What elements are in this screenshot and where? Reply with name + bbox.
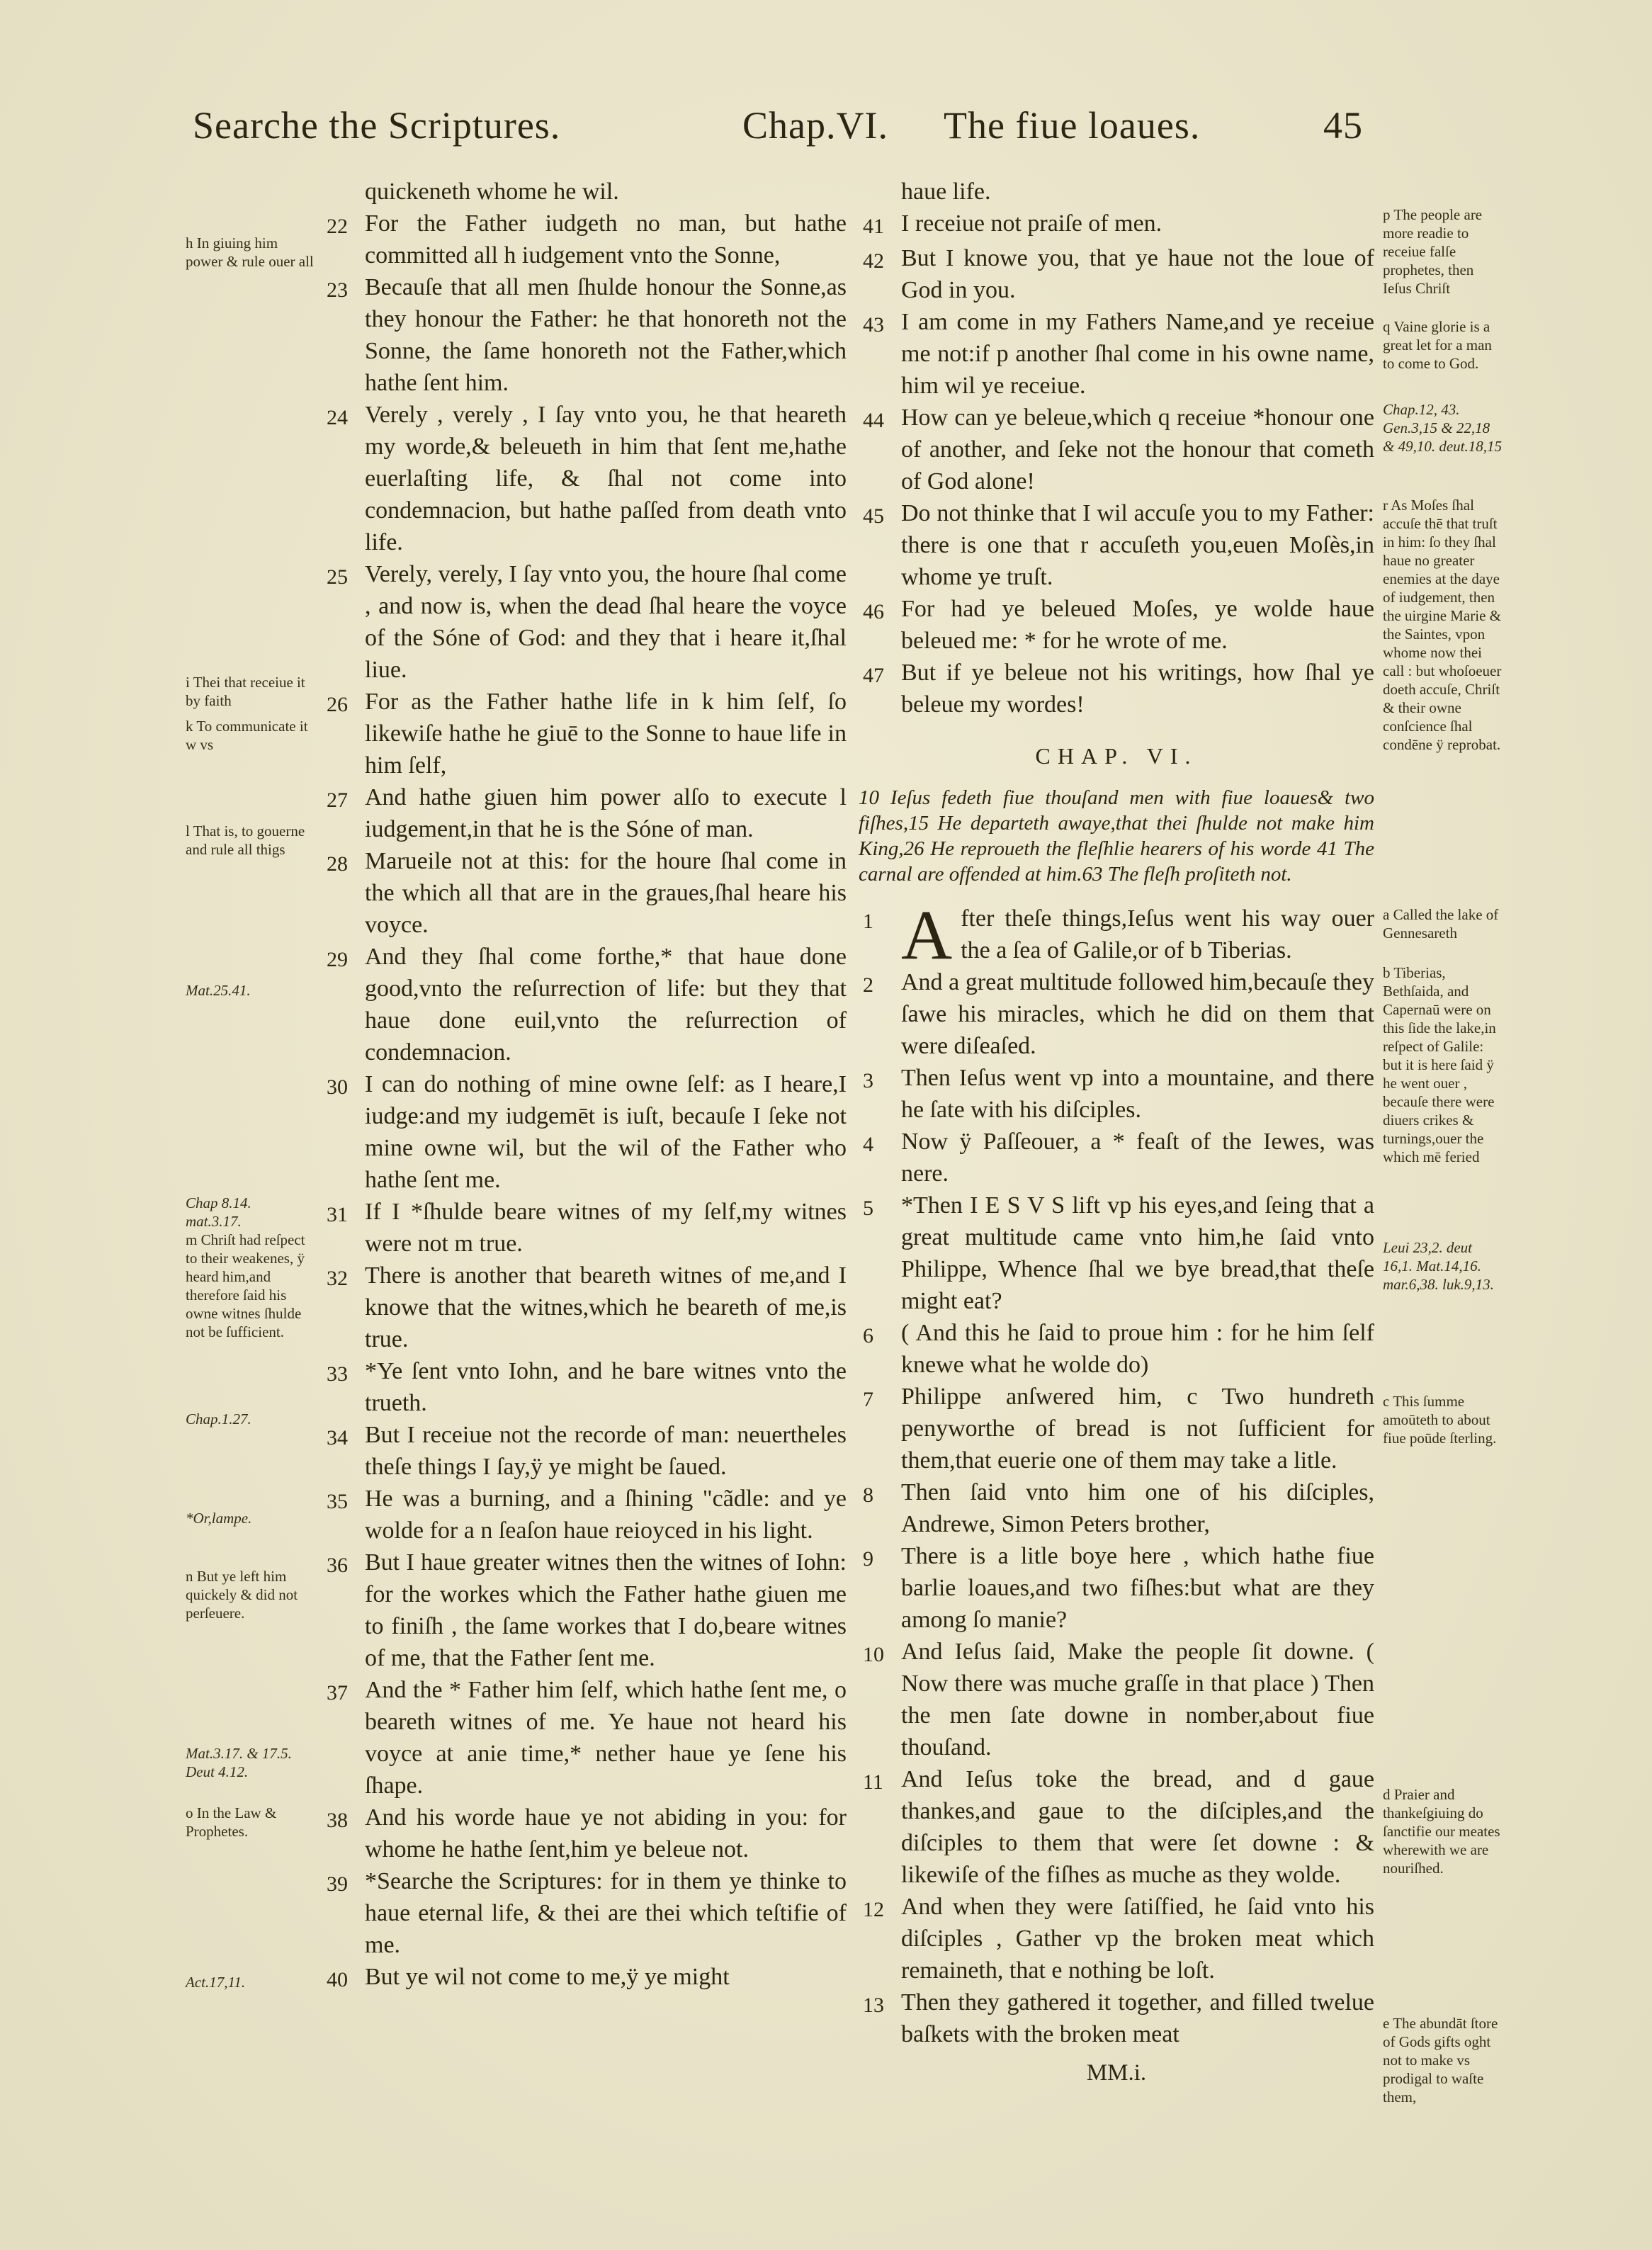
verse bbox=[859, 1540, 1374, 1636]
verse bbox=[859, 306, 1374, 402]
verse-number: 35 bbox=[327, 1490, 348, 1513]
verse bbox=[322, 1547, 847, 1674]
margin-note: h In giuing him power & rule ouer all bbox=[186, 234, 314, 270]
verse-number: 24 bbox=[327, 406, 348, 429]
verse-number: 43 bbox=[863, 313, 884, 337]
right-text-column bbox=[859, 176, 1374, 2089]
verse bbox=[322, 208, 847, 271]
verse-text: And his worde haue ye not abiding in you: for whome he hathe ſent,him ye beleue not. bbox=[365, 1804, 847, 1862]
verse bbox=[859, 208, 1374, 242]
verse-text: Verely , verely , I ſay vnto you, he that heareth my worde,& beleueth in him that ſent me,hathe euerlaſting life, & ſhal not come into condemnacion, but hathe paſſed from death vnto life. bbox=[365, 402, 847, 555]
verse-number: 37 bbox=[327, 1681, 348, 1705]
left-text-column bbox=[322, 176, 847, 1996]
verse-text: And the * Father him ſelf, which hathe ſent me, o beareth witnes of me. Ye haue not heard his voyce at anie time,* nether haue ye ſene his ſhape. bbox=[365, 1677, 847, 1799]
verse-text: If I *ſhulde beare witnes of my ſelf,my witnes were not m true. bbox=[365, 1199, 847, 1257]
margin-note: e The abundāt ſtore of Gods gifts oght not to make vs prodigal to waſte them, bbox=[1383, 2015, 1498, 2105]
right-margin-notes bbox=[1383, 176, 1502, 2223]
margin-note: d Praier and thankeſgiuing do ſanctifie our meates wherewith we are nouriſhed. bbox=[1383, 1786, 1500, 1877]
verse-number: 1 bbox=[863, 910, 873, 933]
verse-number: 2 bbox=[863, 973, 873, 997]
margin-reference: Mat.25.41. bbox=[186, 982, 251, 999]
verse bbox=[859, 1476, 1374, 1540]
verse bbox=[322, 271, 847, 399]
verse-text: And Ieſus ſaid, Make the people ſit downe. ( Now there was muche graſſe in that place ) Then the men ſate downe in nomber,about fiue thouſand. bbox=[901, 1639, 1374, 1760]
verse-text: After theſe things,Ieſus went his way ouer the a ſea of Galile,or of b Tiberias. bbox=[901, 895, 1374, 974]
folio-number: 45 bbox=[1323, 104, 1363, 147]
verse-text: But I receiue not the recorde of man: neuertheles theſe things I ſay,ÿ ye might be ſaued. bbox=[365, 1422, 847, 1480]
verse-number: 42 bbox=[863, 249, 884, 273]
verse bbox=[859, 1317, 1374, 1381]
margin-note: m Chriſt had reſpect to their weakenes, ÿ heard him,and therefore ſaid his owne witnes ſhulde not be ſufficient. bbox=[186, 1231, 305, 1340]
verse-number: 34 bbox=[327, 1426, 348, 1449]
margin-note: p The people are more readie to receiue falſe prophetes, then Ieſus Chriſt bbox=[1383, 206, 1483, 297]
verse-text: Do not thinke that I wil accuſe you to my Father: there is one that r accuſeth you,euen Moſès,in whome ye truſt. bbox=[901, 500, 1374, 590]
verse-number: 40 bbox=[327, 1968, 348, 1991]
verse bbox=[322, 1355, 847, 1419]
verse bbox=[322, 1419, 847, 1483]
verse-number: 46 bbox=[863, 600, 884, 623]
verse bbox=[859, 402, 1374, 497]
verse-number: 25 bbox=[327, 565, 348, 589]
verse bbox=[859, 242, 1374, 306]
margin-reference: Chap.12, 43. Gen.3,15 & 22,18 & 49,10. deut.18,15 bbox=[1383, 401, 1502, 455]
margin-note: i Thei that receiue it by faith bbox=[186, 674, 305, 709]
verse-text: I receiue not praiſe of men. bbox=[901, 210, 1162, 237]
chapter-heading: CHAP. VI. bbox=[1035, 743, 1198, 769]
verse-number: 23 bbox=[327, 278, 348, 302]
chapter5-verses bbox=[859, 208, 1374, 720]
verse bbox=[859, 1986, 1374, 2050]
verse-text: But ye wil not come to me,ÿ ye might bbox=[365, 1964, 730, 1990]
margin-reference: Chap.1.27. bbox=[186, 1411, 251, 1428]
verse bbox=[859, 593, 1374, 657]
verse-number: 11 bbox=[863, 1770, 883, 1794]
verse-number: 47 bbox=[863, 664, 884, 687]
margin-note: c This ſumme amoūteth to about fiue poūde ſterling. bbox=[1383, 1393, 1497, 1447]
verse-number: 30 bbox=[327, 1075, 348, 1099]
verse-number: 10 bbox=[863, 1643, 884, 1666]
verse bbox=[322, 558, 847, 686]
verse bbox=[859, 895, 1374, 974]
verse-text: How can ye beleue,which q receiue *honour one of another, and ſeke not the honour that cometh of God alone! bbox=[901, 405, 1374, 494]
verse-number: 22 bbox=[327, 215, 348, 238]
verse-number: 29 bbox=[327, 948, 348, 971]
verse bbox=[322, 1068, 847, 1196]
verse-text: Then Ieſus went vp into a mountaine, and there he ſate with his diſciples. bbox=[901, 1065, 1374, 1123]
verse-number: 38 bbox=[327, 1809, 348, 1832]
verse bbox=[322, 1260, 847, 1355]
verse-number: 9 bbox=[863, 1547, 873, 1571]
verse bbox=[322, 1196, 847, 1260]
verse-text: But I haue greater witnes then the witnes of Iohn: for the workes which the Father hathe giuen me to finiſh , the ſame workes that I do,beare witnes of me, that the Father ſent me. bbox=[365, 1549, 847, 1671]
verse bbox=[859, 1636, 1374, 1763]
verse-number: 44 bbox=[863, 409, 884, 432]
verse-text: *Searche the Scriptures: for in them ye thinke to haue eternal life, & thei are thei which teſtifie of me. bbox=[365, 1868, 847, 1958]
verse-number: 12 bbox=[863, 1898, 884, 1921]
verse-text: I am come in my Fathers Name,and ye receiue me not:if p another ſhal come in his owne name, him wil ye receiue. bbox=[901, 309, 1374, 399]
verse-number: 27 bbox=[327, 788, 348, 812]
drop-cap: A bbox=[901, 895, 953, 974]
verse-text: Then ſaid vnto him one of his diſciples, Andrewe, Simon Peters brother, bbox=[901, 1479, 1374, 1537]
verse bbox=[859, 1381, 1374, 1476]
verse-number: 28 bbox=[327, 852, 348, 876]
verse-number: 8 bbox=[863, 1483, 873, 1507]
verse bbox=[322, 1674, 847, 1802]
chapter-label: Chap.VI. bbox=[742, 104, 888, 147]
continuation-line: haue life. bbox=[901, 179, 991, 205]
margin-reference: Leui 23,2. deut 16,1. Mat.14,16. mar.6,38. luk.9,13. bbox=[1383, 1239, 1494, 1293]
margin-note: a Called the lake of Gennesareth bbox=[1383, 906, 1499, 942]
margin-note: b Tiberias, Bethſaida, and Capernaū were on this ſide the lake,in reſpect of Galile: but it is here ſaid ÿ he went ouer , becauſe there were diuers crikes & turnings,ouer the which mē feried bbox=[1383, 964, 1496, 1165]
verse-text: There is a litle boye here , which hathe fiue barlie loaues,and two fiſhes:but what are they among ſo manie? bbox=[901, 1543, 1374, 1633]
verse-text: And Ieſus toke the bread, and d gaue thankes,and gaue to the diſciples,and the diſciples to them that were ſet downe : & likewiſe of the fiſhes as muche as they wolde. bbox=[901, 1766, 1374, 1888]
verse-text: I can do nothing of mine owne ſelf: as I heare,I iudge:and my iudgemēt is iuſt, becauſe I ſeke not mine owne wil, but the wil of the Father who hathe ſent me. bbox=[365, 1071, 847, 1193]
verse-text: And when they were ſatiſfied, he ſaid vnto his diſciples , Gather vp the broken meat which remaineth, that e nothing be loſt. bbox=[901, 1894, 1374, 1984]
margin-reference: Chap 8.14. bbox=[186, 1194, 251, 1211]
verse-text: Philippe anſwered him, c Two hundreth penyworthe of bread is not ſufficient for them,that euerie one of them may take a litle. bbox=[901, 1384, 1374, 1474]
verse-text: For had ye beleued Moſes, ye wolde haue beleued me: * for he wrote of me. bbox=[901, 596, 1374, 654]
verse-number: 13 bbox=[863, 1994, 884, 2017]
verse-number: 41 bbox=[863, 215, 884, 238]
verse-text: For as the Father hathe life in k him ſelf, ſo likewiſe hathe he giuē to the Sonne to haue life in him ſelf, bbox=[365, 689, 847, 779]
verse bbox=[859, 1062, 1374, 1126]
verse bbox=[859, 1126, 1374, 1189]
verse-number: 39 bbox=[327, 1872, 348, 1896]
verse-number: 4 bbox=[863, 1133, 873, 1156]
verse bbox=[322, 845, 847, 941]
verse-text: And hathe giuen him power alſo to execute l iudgement,in that he is the Sóne of man. bbox=[365, 784, 847, 842]
chapter6-verses bbox=[859, 895, 1374, 2050]
margin-note: l That is, to gouerne and rule all thigs bbox=[186, 822, 305, 858]
margin-reference: mat.3.17. bbox=[186, 1213, 242, 1230]
margin-note: k To communicate it w vs bbox=[186, 718, 308, 753]
verse bbox=[859, 497, 1374, 593]
chapter-argument: 10 Ieſus fedeth fiue thouſand men with fiue loaues& two fiſhes,15 He departeth awaye,that thei ſhulde not make him King,26 He reproueth the fleſhlie hearers of his worde 41 The carnal are offended at him.63 The fleſh proſiteth not. bbox=[859, 786, 1374, 886]
margin-note: q Vaine glorie is a great let for a man to come to God. bbox=[1383, 318, 1492, 372]
margin-reference: Act.17,11. bbox=[186, 1974, 246, 1991]
verse bbox=[322, 399, 847, 558]
verse bbox=[322, 781, 847, 845]
verse bbox=[859, 657, 1374, 720]
verse-text: Becauſe that all men ſhulde honour the Sonne,as they honour the Father: he that honoreth not the Sonne, the ſame honoreth not the Father,which hathe ſent him. bbox=[365, 274, 847, 396]
verse bbox=[859, 1189, 1374, 1317]
verse-text: ( And this he ſaid to proue him : for he him ſelf knewe what he wolde do) bbox=[901, 1320, 1374, 1378]
margin-note: n But ye left him quickely & did not perſeuere. bbox=[186, 1568, 298, 1622]
verse-number: 36 bbox=[327, 1554, 348, 1577]
margin-reference: Mat.3.17. & 17.5. Deut 4.12. bbox=[186, 1745, 292, 1780]
verse-text: But if ye beleue not his writings, how ſhal ye beleue my wordes! bbox=[901, 660, 1374, 718]
margin-note: r As Moſes ſhal accuſe thē that truſt in him: ſo they ſhal haue no greater enemies at the daye of iudgement, then the uirgine Marie & the Saintes, vpon whome now thei call : but whoſoeuer doeth accuſe, Chriſt & their owne conſcience ſhal condēne ÿ reprobat. bbox=[1383, 497, 1502, 753]
running-title-left: Searche the Scriptures. bbox=[193, 104, 561, 147]
verse-number: 45 bbox=[863, 504, 884, 528]
verse bbox=[322, 1802, 847, 1865]
printers-signature: MM.i. bbox=[1086, 2060, 1147, 2086]
running-title-right: The fiue loaues. bbox=[944, 104, 1201, 147]
verse-text: *Then I E S V S lift vp his eyes,and ſeing that a great multitude came vnto him,he ſaid vnto Philippe, Whence ſhal we bye bread,that theſe might eat? bbox=[901, 1192, 1374, 1314]
verse-number: 33 bbox=[327, 1362, 348, 1386]
verse-text: Now ÿ Paſſeouer, a * feaſt of the Iewes, was nere. bbox=[901, 1129, 1374, 1187]
verse-number: 31 bbox=[327, 1203, 348, 1226]
margin-reference: *Or,lampe. bbox=[186, 1510, 252, 1527]
left-column-verses bbox=[322, 208, 847, 1996]
verse bbox=[322, 1483, 847, 1547]
verse-number: 26 bbox=[327, 693, 348, 716]
verse-text: He was a burning, and a ſhining "cãdle: and ye wolde for a n ſeaſon haue reioyced in his light. bbox=[365, 1486, 847, 1544]
verse bbox=[322, 941, 847, 1068]
verse bbox=[322, 1865, 847, 1961]
verse bbox=[322, 1961, 847, 1996]
margin-note: o In the Law & Prophetes. bbox=[186, 1804, 277, 1840]
left-margin-notes bbox=[186, 176, 316, 2223]
verse-number: 32 bbox=[327, 1267, 348, 1290]
verse-text: Then they gathered it together, and filled twelue baſkets with the broken meat bbox=[901, 1989, 1374, 2047]
continuation-line: quickeneth whome he wil. bbox=[365, 179, 619, 205]
verse bbox=[322, 686, 847, 781]
verse-text: And a great multitude followed him,becauſe they ſawe his miracles, which he did on them that were diſeaſed. bbox=[901, 969, 1374, 1059]
verse-text: Verely, verely, I ſay vnto you, the houre ſhal come , and now is, when the dead ſhal heare the voyce of the Sóne of God: and they that i heare it,ſhal liue. bbox=[365, 561, 847, 683]
verse-text: But I knowe you, that ye haue not the loue of God in you. bbox=[901, 245, 1374, 303]
verse-number: 5 bbox=[863, 1197, 873, 1220]
verse-number: 3 bbox=[863, 1069, 873, 1092]
verse-text: And they ſhal come forthe,* that haue done good,vnto the reſurrection of life: but they that haue done euil,vnto the reſurrection of condemnacion. bbox=[365, 944, 847, 1065]
verse-text: Marueile not at this: for the houre ſhal come in the which all that are in the graues,ſhal heare his voyce. bbox=[365, 848, 847, 938]
verse bbox=[859, 1763, 1374, 1891]
verse-number: 7 bbox=[863, 1388, 873, 1411]
verse bbox=[859, 966, 1374, 1062]
verse-text: For the Father iudgeth no man, but hathe committed all h iudgement vnto the Sonne, bbox=[365, 210, 847, 268]
verse bbox=[859, 1891, 1374, 1986]
verse-number: 6 bbox=[863, 1324, 873, 1347]
verse-text: There is another that beareth witnes of me,and I knowe that the witnes,which he beareth of me,is true. bbox=[365, 1262, 847, 1352]
verse-text: *Ye ſent vnto Iohn, and he bare witnes vnto the trueth. bbox=[365, 1358, 847, 1416]
